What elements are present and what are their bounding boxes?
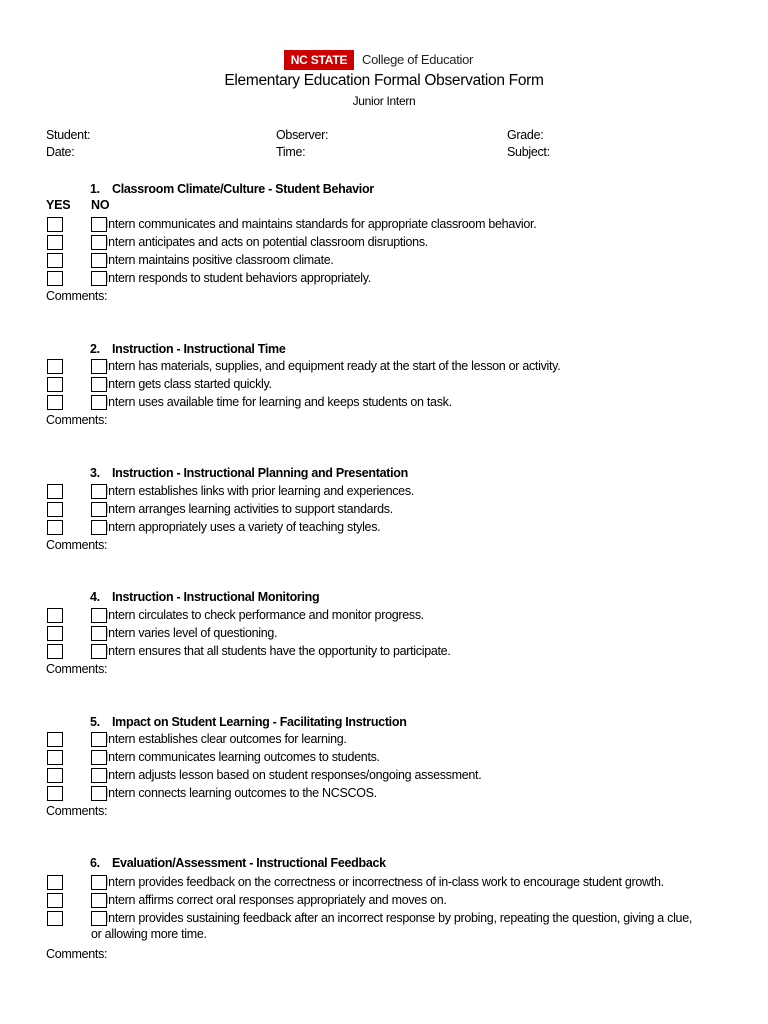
criterion-row: [0, 359, 768, 376]
criterion-text: Intern provides feedback on the correctness or incorrectness of in-class work to encourage student growth.: [105, 875, 664, 889]
yes-checkbox[interactable]: [47, 608, 63, 623]
form-title: Elementary Education Formal Observation Form: [224, 72, 544, 89]
yes-checkbox[interactable]: [47, 786, 63, 801]
criterion-row: [0, 893, 768, 910]
section-number: 2.: [90, 342, 100, 356]
comments-label: Comments:: [46, 947, 108, 961]
yes-checkbox[interactable]: [47, 395, 63, 410]
yes-checkbox[interactable]: [47, 732, 63, 747]
criterion-row: [0, 786, 768, 803]
yes-checkbox[interactable]: [47, 911, 63, 926]
yes-checkbox[interactable]: [47, 644, 63, 659]
comments-label: Comments:: [46, 289, 108, 303]
section-title-3: [90, 466, 408, 480]
section-number: 6.: [90, 856, 100, 870]
criterion-text: Intern provides sustaining feedback after an incorrect response by probing, repeating the question, giving a clue,: [105, 911, 693, 925]
section-title-4: [90, 590, 319, 604]
comments-label: Comments:: [46, 538, 108, 552]
criterion-text: Intern appropriately uses a variety of teaching styles.: [105, 520, 381, 534]
criterion-row: [0, 502, 768, 519]
criterion-row: [0, 608, 768, 625]
yes-checkbox[interactable]: [47, 377, 63, 392]
criterion-row: [0, 875, 768, 892]
criterion-text: Intern establishes clear outcomes for learning.: [105, 732, 347, 746]
comments-label: Comments:: [46, 662, 108, 676]
criterion-text: Intern uses available time for learning and keeps students on task.: [105, 395, 452, 409]
criterion-row: [0, 520, 768, 537]
criterion-text: Intern communicates learning outcomes to students.: [105, 750, 380, 764]
section-title-text: Classroom Climate/Culture - Student Behavior: [112, 182, 374, 196]
criterion-row: [0, 484, 768, 501]
criterion-row: [0, 626, 768, 643]
section-number: 1.: [90, 182, 100, 196]
criterion-row: [0, 732, 768, 749]
nc-state-logo-mark: NC STATE: [284, 50, 354, 70]
yes-checkbox[interactable]: [47, 217, 63, 232]
yes-checkbox[interactable]: [47, 768, 63, 783]
section-title-1: [90, 182, 374, 196]
date-label: Date:: [46, 145, 75, 159]
no-column-header: NO: [91, 198, 110, 212]
observer-label: Observer:: [276, 128, 329, 142]
form-subtitle: Junior Intern: [352, 94, 416, 108]
yes-checkbox[interactable]: [47, 750, 63, 765]
criterion-text: Intern gets class started quickly.: [105, 377, 272, 391]
criterion-text: Intern adjusts lesson based on student responses/ongoing assessment.: [105, 768, 482, 782]
criterion-row: [0, 644, 768, 661]
section-title-2: [90, 342, 286, 356]
criterion-text: Intern circulates to check performance and monitor progress.: [105, 608, 424, 622]
time-label: Time:: [276, 145, 306, 159]
criterion-text: Intern has materials, supplies, and equipment ready at the start of the lesson or activity.: [105, 359, 561, 373]
criterion-row: [0, 271, 768, 288]
yes-checkbox[interactable]: [47, 875, 63, 890]
yes-checkbox[interactable]: [47, 359, 63, 374]
section-title-6: [90, 856, 386, 870]
college-name: College of Educatior: [362, 52, 474, 67]
criterion-row: [0, 750, 768, 767]
criterion-text: Intern affirms correct oral responses appropriately and moves on.: [105, 893, 447, 907]
comments-label: Comments:: [46, 413, 108, 427]
criterion-row: [0, 377, 768, 394]
criterion-text-continuation: or allowing more time.: [91, 927, 207, 941]
yes-column-header: YES: [46, 198, 71, 212]
yes-checkbox[interactable]: [47, 235, 63, 250]
yes-checkbox[interactable]: [47, 271, 63, 286]
section-title-text: Impact on Student Learning - Facilitating Instruction: [112, 715, 407, 729]
yes-checkbox[interactable]: [47, 626, 63, 641]
criterion-text: Intern maintains positive classroom climate.: [105, 253, 334, 267]
criterion-text: Intern arranges learning activities to support standards.: [105, 502, 393, 516]
subject-label: Subject:: [507, 145, 550, 159]
criterion-text: Intern responds to student behaviors appropriately.: [105, 271, 371, 285]
yes-checkbox[interactable]: [47, 253, 63, 268]
student-label: Student:: [46, 128, 91, 142]
criterion-text: Intern connects learning outcomes to the NCSCOS.: [105, 786, 377, 800]
criterion-text: Intern varies level of questioning.: [105, 626, 278, 640]
section-number: 3.: [90, 466, 100, 480]
criterion-row: [0, 768, 768, 785]
section-number: 4.: [90, 590, 100, 604]
criterion-row: [0, 395, 768, 412]
criterion-row: [0, 235, 768, 252]
yes-checkbox[interactable]: [47, 893, 63, 908]
section-title-text: Evaluation/Assessment - Instructional Feedback: [112, 856, 386, 870]
logo: [0, 50, 768, 70]
criterion-text: Intern anticipates and acts on potential classroom disruptions.: [105, 235, 428, 249]
section-number: 5.: [90, 715, 100, 729]
comments-label: Comments:: [46, 804, 108, 818]
section-title-5: [90, 715, 407, 729]
criterion-row: [0, 217, 768, 234]
criterion-text: Intern ensures that all students have the opportunity to participate.: [105, 644, 451, 658]
yes-checkbox[interactable]: [47, 520, 63, 535]
section-title-text: Instruction - Instructional Time: [112, 342, 286, 356]
criterion-text: Intern communicates and maintains standards for appropriate classroom behavior.: [105, 217, 537, 231]
yes-checkbox[interactable]: [47, 484, 63, 499]
section-title-text: Instruction - Instructional Planning and Presentation: [112, 466, 408, 480]
grade-label: Grade:: [507, 128, 544, 142]
criterion-row: [0, 911, 768, 928]
criterion-text: Intern establishes links with prior learning and experiences.: [105, 484, 414, 498]
section-title-text: Instruction - Instructional Monitoring: [112, 590, 320, 604]
criterion-row: [0, 253, 768, 270]
yes-checkbox[interactable]: [47, 502, 63, 517]
